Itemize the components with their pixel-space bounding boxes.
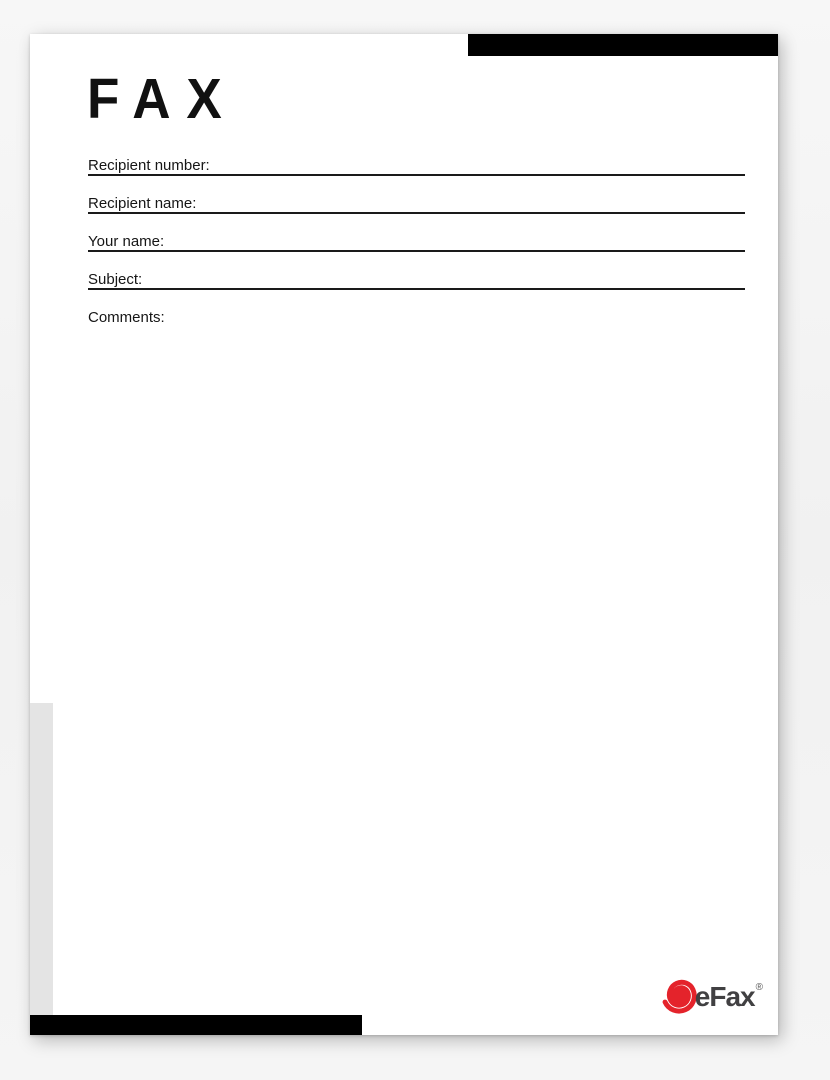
field-recipient-name <box>88 194 745 214</box>
recipient-name-label: Recipient name: <box>88 195 197 212</box>
field-comments <box>88 308 745 328</box>
comments-label: Comments: <box>88 309 165 326</box>
subject-label: Subject: <box>88 271 143 288</box>
efax-swirl-icon <box>659 978 699 1016</box>
top-right-black-bar <box>468 34 778 56</box>
field-your-name <box>88 232 745 252</box>
your-name-label: Your name: <box>88 233 165 250</box>
left-gray-strip <box>30 703 53 1015</box>
field-recipient-number <box>88 156 745 176</box>
efax-brand-text: eFax <box>694 981 755 1012</box>
registered-trademark-icon: ® <box>755 982 763 993</box>
efax-logo <box>659 978 762 1016</box>
fax-cover-sheet-page <box>30 34 778 1035</box>
bottom-left-black-bar <box>30 1015 362 1035</box>
fax-title: FAX <box>87 67 238 131</box>
field-subject <box>88 270 745 290</box>
recipient-number-label: Recipient number: <box>88 157 210 174</box>
